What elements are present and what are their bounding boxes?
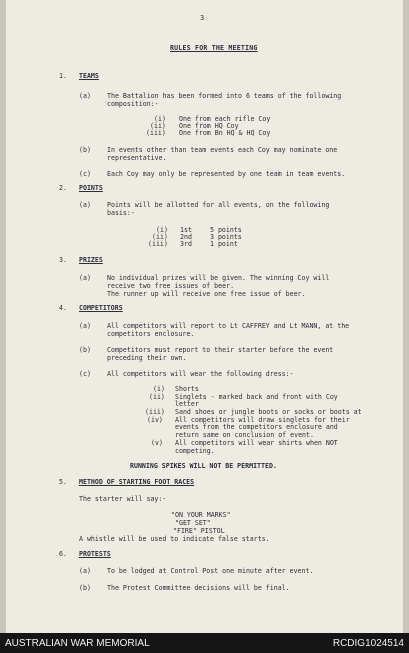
body-text: The runner up will receive one free issue of beer. xyxy=(107,290,306,298)
body-text: A whistle will be used to indicate false starts. xyxy=(79,535,270,543)
item-label: (b) xyxy=(79,584,91,592)
dress-item-num: (ii) xyxy=(149,393,165,401)
points-row-num: (iii) xyxy=(148,240,168,248)
body-text: composition:- xyxy=(107,100,159,108)
dress-item-num: (iv) xyxy=(147,416,163,424)
points-row-value: 5 points xyxy=(210,226,242,234)
starter-call: "GET SET" xyxy=(175,519,211,527)
section-number: 3. xyxy=(59,256,67,264)
dress-item: All competitors will wear shirts when NOT xyxy=(175,439,338,447)
section-number: 2. xyxy=(59,184,67,192)
section-number: 6. xyxy=(59,550,67,558)
item-label: (a) xyxy=(79,567,91,575)
body-text: The Protest Committee decisions will be final. xyxy=(107,584,290,592)
body-text: competitors enclosure. xyxy=(107,330,195,338)
points-row-num: (i) xyxy=(156,226,168,234)
list-item-num: (i) xyxy=(154,115,166,123)
starter-call: "FIRE" PISTOL xyxy=(173,527,225,535)
body-text: preceding their own. xyxy=(107,354,187,362)
points-row-place: 1st xyxy=(180,226,192,234)
body-text: receive two free issues of beer. xyxy=(107,282,235,290)
list-item: One from Bn HQ & HQ Coy xyxy=(179,129,271,137)
section-heading-protests: PROTESTS xyxy=(79,550,111,558)
points-row-place: 3rd xyxy=(180,240,192,248)
points-row-num: (ii) xyxy=(152,233,168,241)
body-text: representative. xyxy=(107,154,167,162)
section-number: 5. xyxy=(59,478,67,486)
item-label: (a) xyxy=(79,274,91,282)
list-item-num: (ii) xyxy=(150,122,166,130)
dress-item-num: (i) xyxy=(153,385,165,393)
item-label: (b) xyxy=(79,346,91,354)
dress-item-num: (iii) xyxy=(145,408,165,416)
body-text: To be lodged at Control Post one minute after event. xyxy=(107,567,314,575)
dress-item: events from the competitors enclosure and xyxy=(175,423,338,431)
body-text: All competitors will wear the following dress:- xyxy=(107,370,294,378)
item-label: (c) xyxy=(79,170,91,178)
dress-item-num: (v) xyxy=(151,439,163,447)
body-text: Competitors must report to their starter before the event xyxy=(107,346,334,354)
dress-item: competing. xyxy=(175,447,215,455)
list-item-num: (iii) xyxy=(146,129,166,137)
body-text: In events other than team events each Coy may nominate one xyxy=(107,146,338,154)
starter-call: "ON YOUR MARKS" xyxy=(171,511,231,519)
body-text: The starter will say:- xyxy=(79,495,167,503)
page-number: 3 xyxy=(200,14,205,22)
list-item: One from HQ Coy xyxy=(179,122,239,130)
points-row-place: 2nd xyxy=(180,233,192,241)
body-text: Each Coy may only be represented by one team in team events. xyxy=(107,170,346,178)
item-label: (c) xyxy=(79,370,91,378)
item-label: (a) xyxy=(79,322,91,330)
archive-name: AUSTRALIAN WAR MEMORIAL xyxy=(5,638,150,649)
item-label: (b) xyxy=(79,146,91,154)
section-heading-competitors: COMPETITORS xyxy=(79,304,123,312)
dress-item: Singlets - marked back and front with Coy xyxy=(175,393,338,401)
section-number: 4. xyxy=(59,304,67,312)
dress-item: return same on conclusion of event. xyxy=(175,431,314,439)
body-text: basis:- xyxy=(107,209,135,217)
dress-item: Shorts xyxy=(175,385,199,393)
body-text: All competitors will report to Lt CAFFREY and Lt MANN, at the xyxy=(107,322,350,330)
item-label: (a) xyxy=(79,92,91,100)
dress-item: Sand shoes or jungle boots or socks or boots at xyxy=(175,408,362,416)
points-row-value: 3 points xyxy=(210,233,242,241)
section-heading-method: METHOD OF STARTING FOOT RACES xyxy=(79,478,195,486)
page-title: RULES FOR THE MEETING xyxy=(170,44,258,52)
section-heading-points: POINTS xyxy=(79,184,103,192)
document-page xyxy=(6,0,403,633)
item-label: (a) xyxy=(79,201,91,209)
section-heading-teams: TEAMS xyxy=(79,72,99,80)
body-text: No individual prizes will be given. The winning Coy will xyxy=(107,274,330,282)
dress-item: All competitors will draw singlets for their xyxy=(175,416,350,424)
section-heading-prizes: PRIZES xyxy=(79,256,103,264)
list-item: One from each rifle Coy xyxy=(179,115,271,123)
section-number: 1. xyxy=(59,72,67,80)
body-text: Points will be allotted for all events, on the following xyxy=(107,201,330,209)
body-text: The Battalion has been formed into 6 teams of the following xyxy=(107,92,342,100)
dress-item: letter xyxy=(175,400,199,408)
archive-reference-id: RCDIG1024514 xyxy=(332,638,404,649)
points-row-value: 1 point xyxy=(210,240,238,248)
notice-text: RUNNING SPIKES WILL NOT BE PERMITTED. xyxy=(130,462,277,470)
archive-footer-bar xyxy=(0,633,409,653)
